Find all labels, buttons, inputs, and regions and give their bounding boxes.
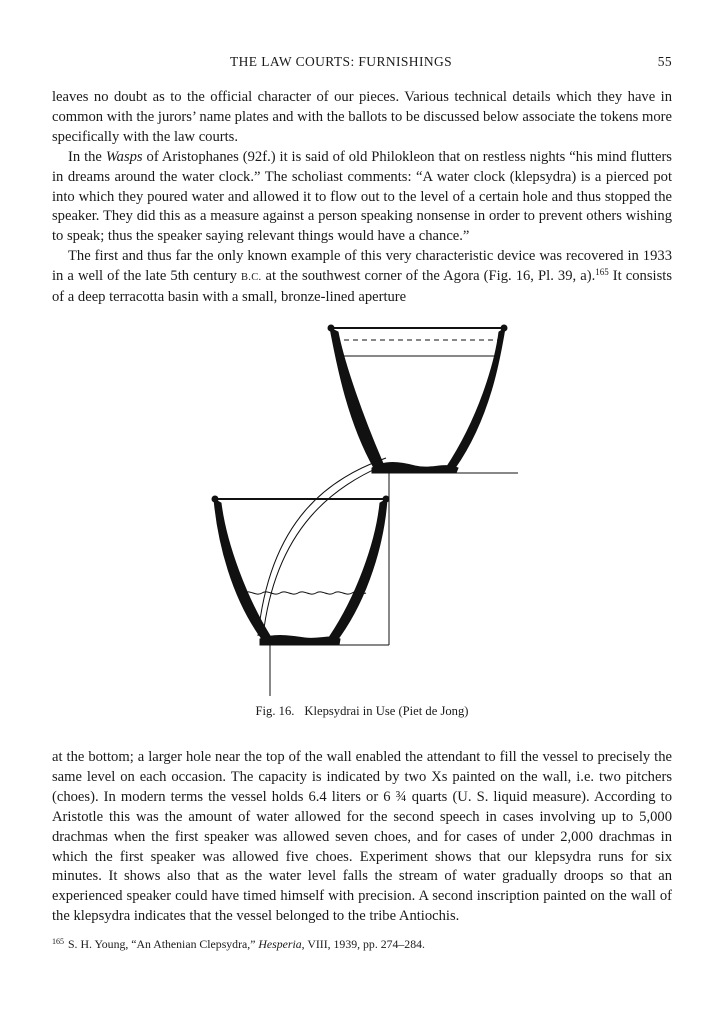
paragraph-4: at the bottom; a larger hole near the top of the wall enabled the attendant to fill the vessel to precisely the same level on each occasion. The capacity is indicated by two Xs painted on the wall, i.e. two pitchers (choes). In modern terms the vessel holds 6.4 liters or 6 ¾ quarts (U. S. liquid measure). According to Aristotle this was the amount of water allowed for the second speech in cases involving up to 5,000 drachmas when the first speaker was allowed seven choes, and for cases of under 2,000 drachmas in which the first speaker was allowed five choes. Experiment shows that our klepsydra runs for six minutes. It shows also that as the water level falls the stream of water gradually droops so that an experienced speaker could have timed himself with precision. A second inscription painted on the wall of the klepsydra indicates that the vessel belonged to the tribe Antiochis. [52, 749, 672, 925]
lower-klepsydra [212, 496, 389, 696]
klepsydra-illustration [200, 318, 530, 700]
lower-text-block [52, 748, 672, 927]
paragraph-3-start: The first and thus far the only known example of this very characteristic device was recovered in 1933 in a well of the late 5th century [52, 248, 672, 285]
work-title-wasps: Wasps [105, 148, 143, 165]
figure-label: Fig. 16. [255, 704, 295, 718]
running-title: THE LAW COURTS: FURNISHINGS [230, 54, 453, 69]
klepsydra-figure [200, 318, 530, 700]
paragraph-2-rest: of Aristophanes (92f.) it is said of old Philokleon that on restless nights “his mind flutters in dreams around the water clock.” The scholiast comments: “A water clock (klepsydra) is a pierced pot into which they poured water and allowed it to flow out to the level of a certain hole and thus stopped the speaker. They did this as a measure against a person speaking nonsense in order to prevent others wishing to speak; thus the speaker saying relevant things would have a chance.” [52, 148, 672, 245]
footnote-citation: S. H. Young, “An Athenian Clepsydra,” [68, 937, 259, 951]
footnote-ref[interactable]: 165 [595, 267, 609, 278]
paragraph-3-end: It consists of a deep terracotta basin with a small, bronze-lined aperture [52, 268, 672, 306]
paragraph-3 [52, 247, 672, 308]
figure-caption-text: Klepsydrai in Use (Piet de Jong) [304, 704, 469, 718]
footnote [52, 937, 672, 952]
paragraph-2 [52, 148, 672, 248]
figure-caption [52, 704, 672, 719]
upper-text-block [52, 88, 672, 308]
paragraph-2-start: In the [68, 148, 106, 165]
running-header [52, 54, 672, 74]
era-abbreviation: B.C. [240, 272, 262, 284]
paragraph-1: leaves no doubt as to the official character of our pieces. Various technical details which they have in common with the jurors’ name plates and with the ballots to be discussed below associate the tokens more specifically with the law courts. [52, 89, 672, 145]
water-stream [258, 458, 386, 636]
page-number: 55 [657, 54, 672, 69]
paragraph-3-middle: at the southwest corner of the Agora (Fig. 16, Pl. 39, a). [261, 268, 596, 285]
footnote-journal: Hesperia [258, 937, 302, 951]
footnote-citation-end: , VIII, 1939, pp. 274–284. [301, 937, 425, 951]
footnote-number: 165 [52, 937, 64, 946]
